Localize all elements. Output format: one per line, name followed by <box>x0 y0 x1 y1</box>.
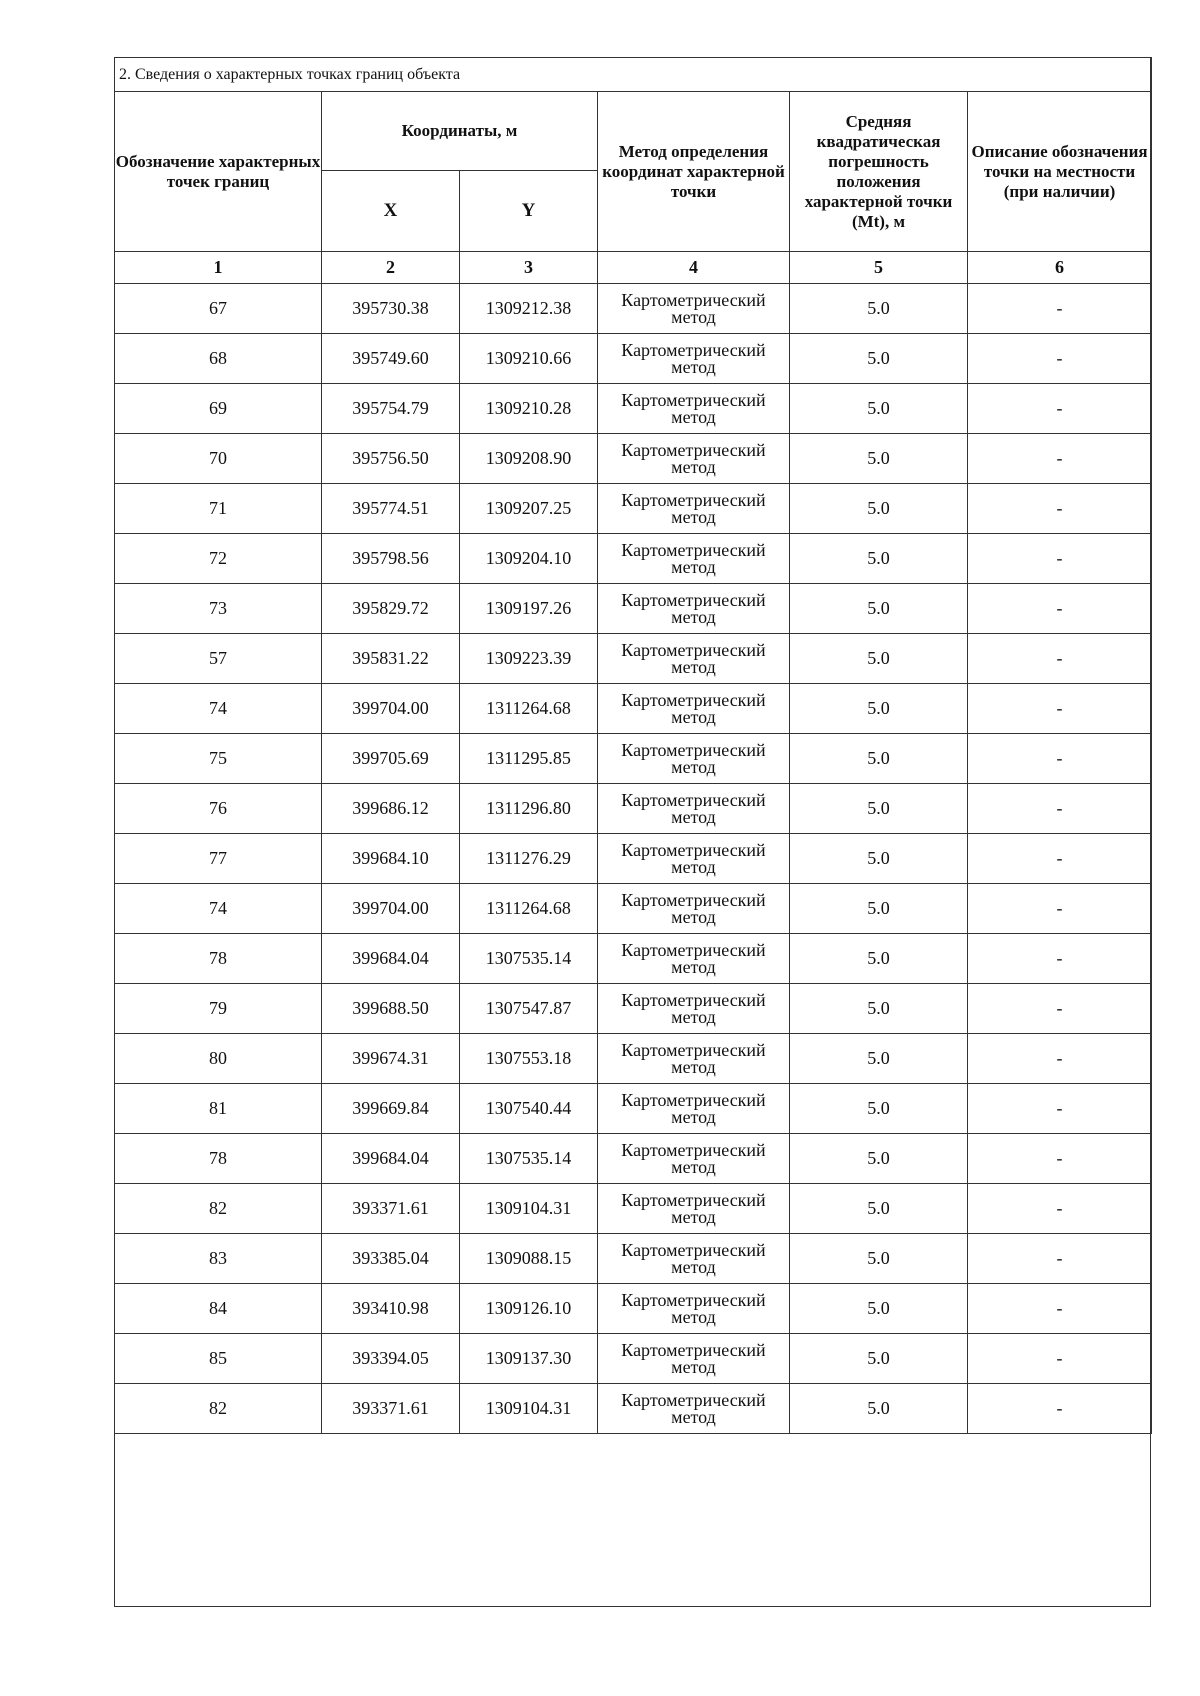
column-number: 2 <box>322 252 460 284</box>
description-cell: - <box>968 1234 1152 1284</box>
mean-error-cell: 5.0 <box>790 384 968 434</box>
mean-error-cell: 5.0 <box>790 984 968 1034</box>
column-number: 6 <box>968 252 1152 284</box>
y-coordinate-cell: 1309137.30 <box>460 1334 598 1384</box>
column-number: 1 <box>115 252 322 284</box>
y-coordinate-cell: 1309204.10 <box>460 534 598 584</box>
point-number-cell: 67 <box>115 284 322 334</box>
y-coordinate-cell: 1309210.28 <box>460 384 598 434</box>
description-cell: - <box>968 384 1152 434</box>
table-row <box>115 384 1152 434</box>
point-number-cell: 82 <box>115 1184 322 1234</box>
description-cell: - <box>968 1284 1152 1334</box>
column-number: 3 <box>460 252 598 284</box>
description-cell: - <box>968 1084 1152 1134</box>
x-coordinate-cell: 399674.31 <box>322 1034 460 1084</box>
table-row <box>115 884 1152 934</box>
mean-error-cell: 5.0 <box>790 634 968 684</box>
header-method: Метод определения координат характерной точки <box>598 92 790 252</box>
y-coordinate-cell: 1307547.87 <box>460 984 598 1034</box>
method-cell: Картометрический метод <box>598 1184 790 1234</box>
method-cell: Картометрический метод <box>598 1134 790 1184</box>
x-coordinate-cell: 399705.69 <box>322 734 460 784</box>
description-cell: - <box>968 634 1152 684</box>
description-cell: - <box>968 584 1152 634</box>
point-number-cell: 74 <box>115 684 322 734</box>
description-cell: - <box>968 434 1152 484</box>
y-coordinate-cell: 1309223.39 <box>460 634 598 684</box>
mean-error-cell: 5.0 <box>790 534 968 584</box>
x-coordinate-cell: 399684.10 <box>322 834 460 884</box>
header-y: Y <box>460 171 598 252</box>
mean-error-cell: 5.0 <box>790 434 968 484</box>
description-cell: - <box>968 884 1152 934</box>
method-cell: Картометрический метод <box>598 584 790 634</box>
description-cell: - <box>968 1334 1152 1384</box>
point-number-cell: 81 <box>115 1084 322 1134</box>
point-number-cell: 82 <box>115 1384 322 1434</box>
table-row <box>115 984 1152 1034</box>
description-cell: - <box>968 934 1152 984</box>
point-number-cell: 84 <box>115 1284 322 1334</box>
method-cell: Картометрический метод <box>598 1334 790 1384</box>
method-cell: Картометрический метод <box>598 384 790 434</box>
y-coordinate-cell: 1309197.26 <box>460 584 598 634</box>
point-number-cell: 72 <box>115 534 322 584</box>
column-number: 5 <box>790 252 968 284</box>
method-cell: Картометрический метод <box>598 934 790 984</box>
method-cell: Картометрический метод <box>598 734 790 784</box>
header-description: Описание обозначения точки на местности (при наличии) <box>968 92 1152 252</box>
mean-error-cell: 5.0 <box>790 1184 968 1234</box>
table-row <box>115 284 1152 334</box>
y-coordinate-cell: 1309088.15 <box>460 1234 598 1284</box>
x-coordinate-cell: 395754.79 <box>322 384 460 434</box>
mean-error-cell: 5.0 <box>790 1334 968 1384</box>
method-cell: Картометрический метод <box>598 1384 790 1434</box>
header-coordinates: Координаты, м <box>322 92 598 171</box>
method-cell: Картометрический метод <box>598 334 790 384</box>
point-number-cell: 69 <box>115 384 322 434</box>
mean-error-cell: 5.0 <box>790 1284 968 1334</box>
method-cell: Картометрический метод <box>598 434 790 484</box>
point-number-cell: 79 <box>115 984 322 1034</box>
table-row <box>115 434 1152 484</box>
x-coordinate-cell: 395749.60 <box>322 334 460 384</box>
point-number-cell: 76 <box>115 784 322 834</box>
method-cell: Картометрический метод <box>598 484 790 534</box>
table-row <box>115 634 1152 684</box>
method-cell: Картометрический метод <box>598 784 790 834</box>
point-number-cell: 80 <box>115 1034 322 1084</box>
point-number-cell: 74 <box>115 884 322 934</box>
x-coordinate-cell: 393394.05 <box>322 1334 460 1384</box>
table-row <box>115 1234 1152 1284</box>
y-coordinate-cell: 1311264.68 <box>460 684 598 734</box>
method-cell: Картометрический метод <box>598 684 790 734</box>
mean-error-cell: 5.0 <box>790 784 968 834</box>
description-cell: - <box>968 284 1152 334</box>
table-row <box>115 1284 1152 1334</box>
mean-error-cell: 5.0 <box>790 584 968 634</box>
point-number-cell: 71 <box>115 484 322 534</box>
table-row <box>115 534 1152 584</box>
point-number-cell: 57 <box>115 634 322 684</box>
method-cell: Картометрический метод <box>598 1234 790 1284</box>
y-coordinate-cell: 1311276.29 <box>460 834 598 884</box>
method-cell: Картометрический метод <box>598 1284 790 1334</box>
mean-error-cell: 5.0 <box>790 734 968 784</box>
column-numbers-row <box>115 252 1152 284</box>
y-coordinate-cell: 1309207.25 <box>460 484 598 534</box>
method-cell: Картометрический метод <box>598 984 790 1034</box>
method-cell: Картометрический метод <box>598 1034 790 1084</box>
table-row <box>115 334 1152 384</box>
mean-error-cell: 5.0 <box>790 1234 968 1284</box>
point-number-cell: 78 <box>115 934 322 984</box>
mean-error-cell: 5.0 <box>790 884 968 934</box>
x-coordinate-cell: 395730.38 <box>322 284 460 334</box>
y-coordinate-cell: 1309210.66 <box>460 334 598 384</box>
y-coordinate-cell: 1309208.90 <box>460 434 598 484</box>
table-row <box>115 1384 1152 1434</box>
point-number-cell: 85 <box>115 1334 322 1384</box>
x-coordinate-cell: 399684.04 <box>322 1134 460 1184</box>
description-cell: - <box>968 1184 1152 1234</box>
description-cell: - <box>968 734 1152 784</box>
mean-error-cell: 5.0 <box>790 934 968 984</box>
x-coordinate-cell: 393371.61 <box>322 1384 460 1434</box>
method-cell: Картометрический метод <box>598 634 790 684</box>
point-number-cell: 77 <box>115 834 322 884</box>
table-row <box>115 684 1152 734</box>
y-coordinate-cell: 1311295.85 <box>460 734 598 784</box>
description-cell: - <box>968 1134 1152 1184</box>
method-cell: Картометрический метод <box>598 534 790 584</box>
description-cell: - <box>968 1034 1152 1084</box>
y-coordinate-cell: 1307535.14 <box>460 934 598 984</box>
method-cell: Картометрический метод <box>598 834 790 884</box>
x-coordinate-cell: 399688.50 <box>322 984 460 1034</box>
table-row <box>115 734 1152 784</box>
table-body <box>115 284 1152 1434</box>
y-coordinate-cell: 1307540.44 <box>460 1084 598 1134</box>
y-coordinate-cell: 1311296.80 <box>460 784 598 834</box>
description-cell: - <box>968 684 1152 734</box>
header-mean-error: Средняя квадратическая погрешность положения характерной точки (Mt), м <box>790 92 968 252</box>
description-cell: - <box>968 784 1152 834</box>
point-number-cell: 70 <box>115 434 322 484</box>
point-number-cell: 73 <box>115 584 322 634</box>
table-row <box>115 1134 1152 1184</box>
table-row <box>115 1334 1152 1384</box>
description-cell: - <box>968 984 1152 1034</box>
point-number-cell: 68 <box>115 334 322 384</box>
mean-error-cell: 5.0 <box>790 484 968 534</box>
x-coordinate-cell: 399704.00 <box>322 684 460 734</box>
header-point-designation: Обозначение характерных точек границ <box>115 92 322 252</box>
mean-error-cell: 5.0 <box>790 284 968 334</box>
point-number-cell: 78 <box>115 1134 322 1184</box>
y-coordinate-cell: 1311264.68 <box>460 884 598 934</box>
table-row <box>115 934 1152 984</box>
y-coordinate-cell: 1309104.31 <box>460 1184 598 1234</box>
description-cell: - <box>968 534 1152 584</box>
table-row <box>115 1084 1152 1134</box>
point-number-cell: 75 <box>115 734 322 784</box>
description-cell: - <box>968 834 1152 884</box>
x-coordinate-cell: 393385.04 <box>322 1234 460 1284</box>
mean-error-cell: 5.0 <box>790 1034 968 1084</box>
table-row <box>115 1034 1152 1084</box>
mean-error-cell: 5.0 <box>790 684 968 734</box>
table-row <box>115 784 1152 834</box>
x-coordinate-cell: 395831.22 <box>322 634 460 684</box>
x-coordinate-cell: 393371.61 <box>322 1184 460 1234</box>
y-coordinate-cell: 1307535.14 <box>460 1134 598 1184</box>
table-row <box>115 484 1152 534</box>
mean-error-cell: 5.0 <box>790 1384 968 1434</box>
y-coordinate-cell: 1309126.10 <box>460 1284 598 1334</box>
method-cell: Картометрический метод <box>598 284 790 334</box>
table-row <box>115 834 1152 884</box>
table-row <box>115 584 1152 634</box>
x-coordinate-cell: 399704.00 <box>322 884 460 934</box>
y-coordinate-cell: 1307553.18 <box>460 1034 598 1084</box>
mean-error-cell: 5.0 <box>790 1084 968 1134</box>
header-x: X <box>322 171 460 252</box>
x-coordinate-cell: 399684.04 <box>322 934 460 984</box>
description-cell: - <box>968 334 1152 384</box>
x-coordinate-cell: 395798.56 <box>322 534 460 584</box>
x-coordinate-cell: 399686.12 <box>322 784 460 834</box>
y-coordinate-cell: 1309212.38 <box>460 284 598 334</box>
description-cell: - <box>968 1384 1152 1434</box>
mean-error-cell: 5.0 <box>790 834 968 884</box>
table-caption: 2. Сведения о характерных точках границ объекта <box>115 58 1152 92</box>
mean-error-cell: 5.0 <box>790 334 968 384</box>
description-cell: - <box>968 484 1152 534</box>
x-coordinate-cell: 395774.51 <box>322 484 460 534</box>
x-coordinate-cell: 393410.98 <box>322 1284 460 1334</box>
y-coordinate-cell: 1309104.31 <box>460 1384 598 1434</box>
method-cell: Картометрический метод <box>598 1084 790 1134</box>
column-number: 4 <box>598 252 790 284</box>
method-cell: Картометрический метод <box>598 884 790 934</box>
mean-error-cell: 5.0 <box>790 1134 968 1184</box>
boundary-points-table <box>114 57 1152 1434</box>
x-coordinate-cell: 399669.84 <box>322 1084 460 1134</box>
x-coordinate-cell: 395756.50 <box>322 434 460 484</box>
x-coordinate-cell: 395829.72 <box>322 584 460 634</box>
point-number-cell: 83 <box>115 1234 322 1284</box>
table-row <box>115 1184 1152 1234</box>
